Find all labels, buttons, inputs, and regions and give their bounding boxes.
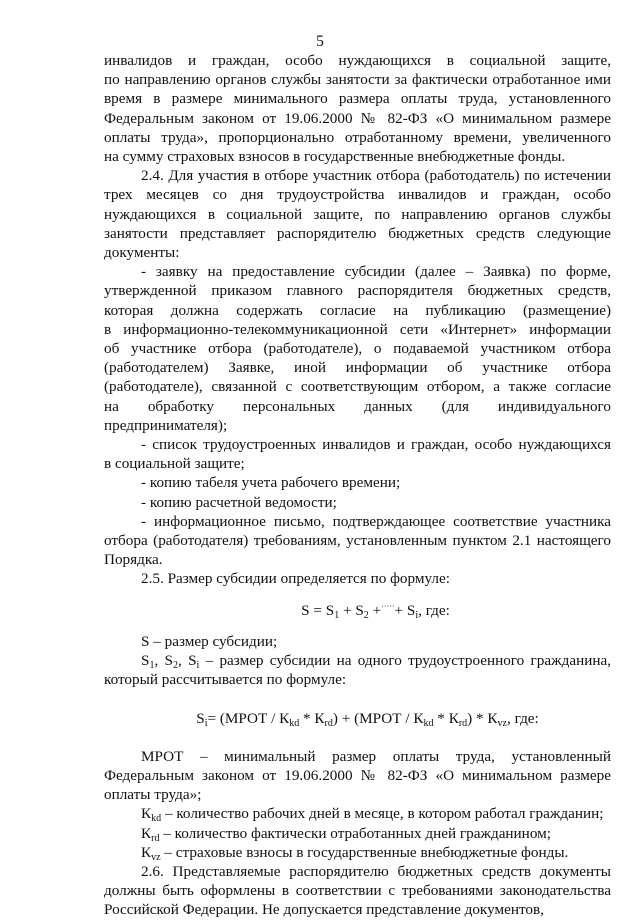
text-line: оплаты труда»; [104,786,202,804]
paragraph-employee-list [104,435,611,473]
text-line: занятости представляет распорядителю бюджетных средств следующие [104,224,611,242]
text-line: - копию табеля учета рабочего времени; [141,474,401,492]
formula-subsidy-per-person: $S_i=$ (МРОТ / $К_{kd} * К_{rd}$) + (МРОТ / $К_{kd} * К_{rd}) * К_{vz}$, где: [196,709,539,729]
text-line: документы: [104,244,180,262]
paragraph-2-5 [104,569,611,588]
text-line: - копию расчетной ведомости; [141,493,337,511]
text-line: в информационно-телекоммуникационной сети «Интернет» информации [104,320,611,338]
text-line: отбора (работодателя) требованиям, установленным пунктом 2.1 настоящего [104,532,611,550]
paragraph-application [104,262,611,435]
text-line: - заявку на предоставление субсидии (далее – Заявка) по форме, [141,263,611,281]
text-line: - информационное письмо, подтверждающее соответствие участника [141,512,611,530]
definition-s [104,632,611,651]
text-line: (работодателе), связанной с соответствующим отбором, а также согласие [104,378,611,396]
text-line: время в размере минимального размера оплаты труда, установленного [104,90,611,108]
text-line: 2.4. Для участия в отборе участник отбора (работодатель) по истечении [141,167,611,185]
text-line: по направлению органов службы занятости за фактически отработанное ими [104,71,611,89]
text-line: - список трудоустроенных инвалидов и граждан, особо нуждающихся [141,436,611,454]
text-line: которая должна содержать согласие на публикацию (размещение) [104,301,611,319]
text-line: на обработку персональных данных (для индивидуального [104,397,611,415]
definition-krd: $К_{rd}$ – количество фактически отработанных дней гражданином; [141,824,551,844]
paragraph-timesheet [104,473,611,492]
text-line: инвалидов и граждан, особо нуждающихся в социальной защите, [104,52,611,69]
page-number: 5 [316,33,324,50]
text-line: (работодателем) Заявке, иной информации об участнике отбора [104,359,611,377]
text-line: нуждающихся в социальной защите, по направлению органов службы [104,205,611,223]
paragraph-2-4 [104,166,611,262]
definition-mrot [104,747,611,805]
text-line: на сумму страховых взносов в государственные внебюджетные фонды. [104,148,566,166]
text-line: Российской Федерации. Не допускается представление документов, [104,901,544,919]
definition-kkd: $К_{kd}$ – количество рабочих дней в месяце, в котором работал гражданин; [141,805,604,825]
text-line: 2.6. Представляемые распорядителю бюджетных средств документы [141,862,611,880]
formula-total-subsidy: $S = S_1 + S_2 +^{\cdot\cdot\cdot\cdot\cdot}+ S_i$, где: [301,601,450,621]
text-line: трех месяцев со дня трудоустройства инвалидов и граждан, особо [104,186,611,204]
text-line: который рассчитывается по формуле: [104,671,347,689]
text-line: Порядка. [104,551,163,569]
paragraph-p1 [104,51,611,166]
text-line: в социальной защите; [104,455,245,473]
text-line: оплаты труда», пропорционально отработанному времени, увеличенного [104,128,611,146]
paragraph-payroll [104,493,611,512]
text-line: об участнике отбора (работодателе), о подаваемой участником отбора [104,340,611,358]
definition-si: $S_1$, $S_2$, $S_i$ – размер субсидии на одного трудоустроенного гражданина, [141,652,611,672]
definition-kvz: $К_{vz}$ – страховые взносы в государственные внебюджетные фонды. [141,843,569,863]
text-line: МРОТ – минимальный размер оплаты труда, установленный [141,747,611,765]
text-line: 2.5. Размер субсидии определяется по формуле: [141,570,450,588]
definition-si-cont [104,670,611,689]
text-line: S – размер субсидии; [141,632,278,650]
text-line: предпринимателя); [104,416,228,434]
paragraph-2-6 [104,862,611,920]
text-line: Федеральным законом от 19.06.2000 № 82-ФЗ «О минимальном размере [104,109,611,127]
text-line: утвержденной приказом главного распорядителя бюджетных средств, [104,282,611,300]
text-line: Федеральным законом от 19.06.2000 № 82-ФЗ «О минимальном размере [104,766,611,784]
document-body [104,51,611,920]
text-line: должны быть оформлены в соответствии с требованиями законодательства [104,882,611,900]
paragraph-info-letter [104,512,611,570]
